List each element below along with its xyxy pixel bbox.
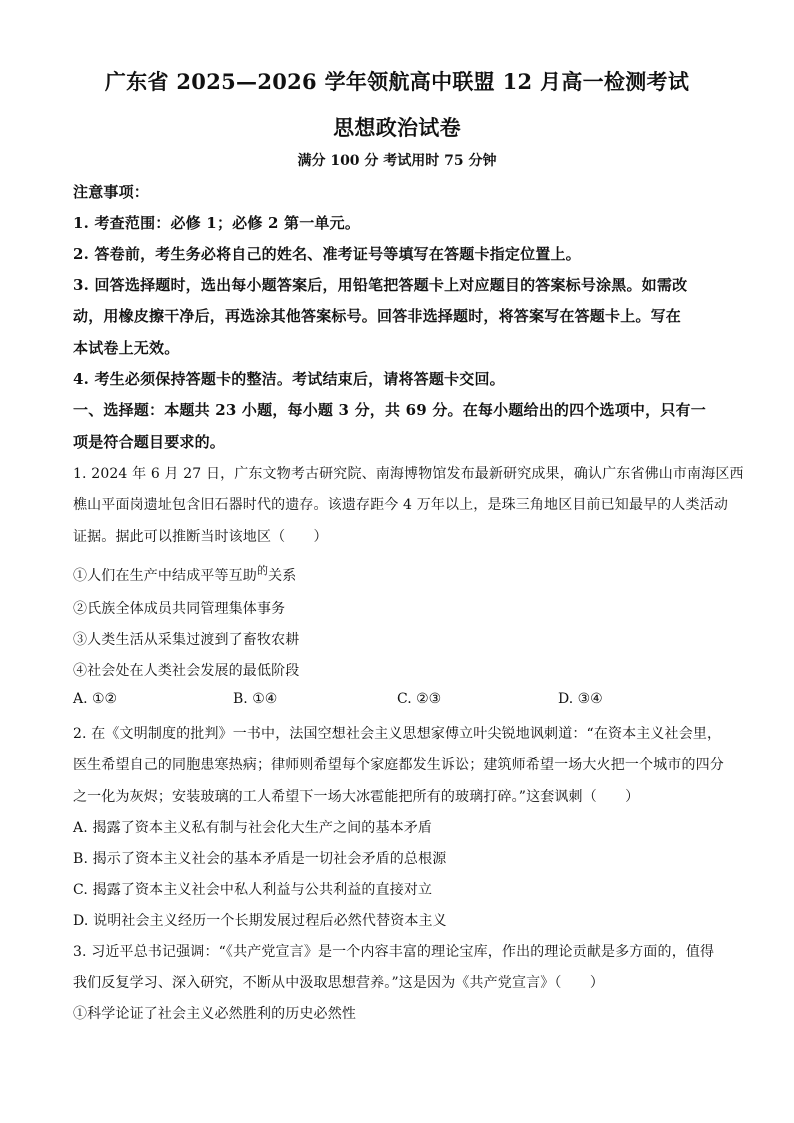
question-3-stem-line-2: 我们反复学习、深入研究，不断从中汲取思想营养。”这是因为《共产党宣言》（ ）	[73, 975, 605, 991]
exam-title: 广东省 2025—2026 学年领航高中联盟 12 月高一检测考试	[104, 69, 690, 94]
exam-subject-title: 思想政治试卷	[333, 115, 461, 140]
section-1-heading-line-1: 一、选择题：本题共 23 小题，每小题 3 分，共 69 分。在每小题给出的四个选项中，只有一	[73, 401, 706, 419]
section-1-heading-line-2: 项是符合题目要求的。	[73, 433, 226, 451]
question-2-option-c: C. 揭露了资本主义社会中私人利益与公共利益的直接对立	[73, 882, 433, 898]
notice-item-1: 1. 考查范围：必修 1；必修 2 第一单元。	[73, 214, 361, 232]
question-1-option-d: D. ③④	[558, 691, 603, 707]
question-2-stem-line-3: 之一化为灰烬；安装玻璃的工人希望下一场大冰雹能把所有的玻璃打碎。”这套讽刺（ ）	[73, 789, 640, 805]
question-3-statement-1: ①科学论证了社会主义必然胜利的历史必然性	[73, 1006, 356, 1022]
question-2-option-b: B. 揭示了资本主义社会的基本矛盾是一切社会矛盾的总根源	[73, 851, 447, 867]
question-2-stem-line-1: 2. 在《文明制度的批判》一书中，法国空想社会主义思想家傅立叶尖锐地讽刺道：“在资本主义社会里，	[73, 726, 722, 742]
exam-score-time: 满分 100 分 考试用时 75 分钟	[297, 153, 497, 169]
notice-heading: 注意事项：	[73, 183, 150, 201]
question-1-statement-1	[73, 565, 723, 585]
question-1-statement-4: ④社会处在人类社会发展的最低阶段	[73, 663, 300, 679]
statement-1-tail: 关系	[268, 568, 297, 584]
question-1-option-b: B. ①④	[233, 691, 278, 707]
question-1-stem-line-2: 樵山平面岗遗址包含旧石器时代的遗存。该遗存距今 4 万年以上，是珠三角地区目前已知最早的人类活动	[73, 497, 729, 513]
question-1-stem-line-1: 1. 2024 年 6 月 27 日，广东文物考古研究院、南海博物馆发布最新研究成果，确认广东省佛山市南海区西	[73, 466, 744, 482]
question-1-statement-2: ②氏族全体成员共同管理集体事务	[73, 601, 286, 617]
question-1-stem-line-3: 证据。据此可以推断当时该地区（ ）	[73, 529, 328, 545]
notice-item-3-line-1: 3. 回答选择题时，选出每小题答案后，用铅笔把答题卡上对应题目的答案标号涂黑。如需改	[73, 276, 688, 294]
question-1-option-c: C. ②③	[397, 691, 442, 707]
question-2-option-d: D. 说明社会主义经历一个长期发展过程后必然代替资本主义	[73, 913, 447, 929]
question-1-statement-3: ③人类生活从采集过渡到了畜牧农耕	[73, 632, 300, 648]
notice-item-3-line-3: 本试卷上无效。	[73, 339, 180, 357]
notice-item-4: 4. 考生必须保持答题卡的整洁。考试结束后，请将答题卡交回。	[73, 370, 505, 388]
question-2-stem-line-2: 医生希望自己的同胞患寒热病；律师则希望每个家庭都发生诉讼；建筑师希望一场大火把一个城市的四分	[73, 757, 724, 773]
notice-item-2: 2. 答卷前，考生务必将自己的姓名、准考证号等填写在答题卡指定位置上。	[73, 245, 581, 263]
statement-1-text: ①人们在生产中结成平等互助	[73, 568, 257, 584]
question-3-stem-line-1: 3. 习近平总书记强调：“《共产党宣言》是一个内容丰富的理论宝库，作出的理论贡献是多方面的，值得	[73, 944, 715, 960]
question-1-option-a: A. ①②	[73, 691, 118, 707]
notice-item-3-line-2: 动，用橡皮擦干净后，再选涂其他答案标号。回答非选择题时，将答案写在答题卡上。写在	[73, 307, 682, 325]
statement-1-superscript: 的	[256, 564, 269, 577]
question-2-option-a: A. 揭露了资本主义私有制与社会化大生产之间的基本矛盾	[73, 820, 433, 836]
